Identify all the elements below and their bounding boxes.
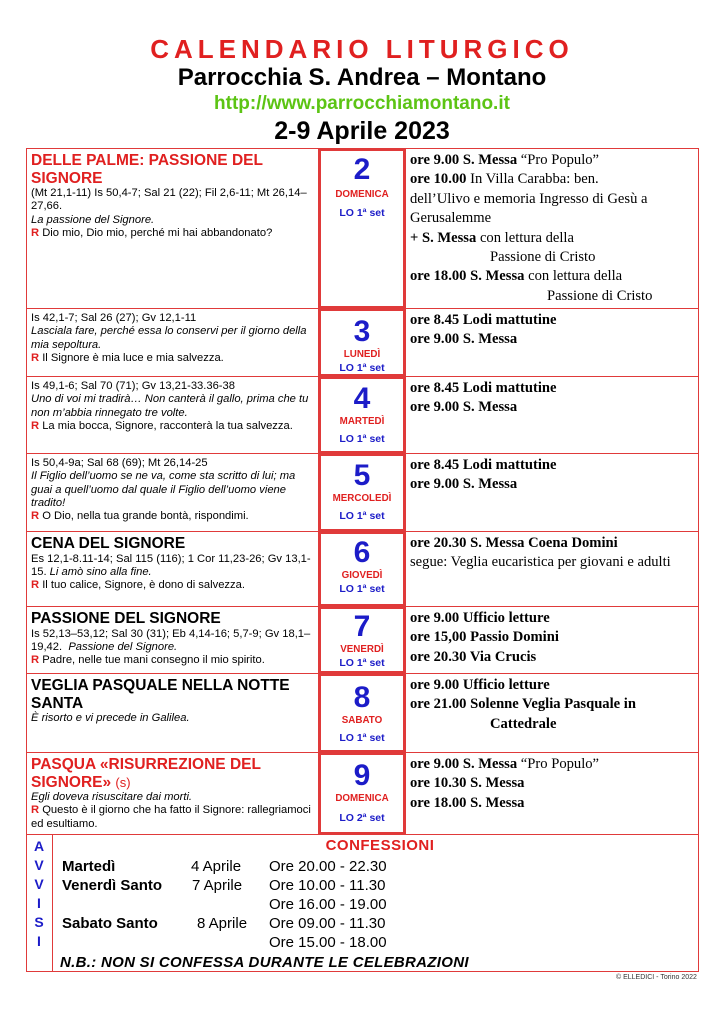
day-box xyxy=(319,149,405,308)
event-text: con lettura della xyxy=(524,268,623,285)
day-name: SABATO xyxy=(341,715,383,726)
day-box xyxy=(319,607,405,673)
psalm-response xyxy=(31,579,314,592)
day-title: PASSIONE DEL SIGNORE xyxy=(31,610,221,627)
response-mark: R xyxy=(31,226,40,239)
gospel-quote: Li amò sino alla fine. xyxy=(49,565,152,578)
event-line: ore 21.00 Solenne Veglia Pasquale in xyxy=(410,696,636,713)
liturgy-week: LO 1ª set xyxy=(339,362,385,374)
event-line: ore 20.30 Via Crucis xyxy=(410,648,537,665)
event-text: Passione di Cristo xyxy=(547,287,653,304)
calendar-title: CALENDARIO LITURGICO xyxy=(150,34,574,64)
event-line xyxy=(410,170,694,189)
day-title-text: PASQUA «RISURREZIONE DEL SIGNORE» xyxy=(31,756,261,791)
day-box xyxy=(319,532,405,606)
readings: Is 49,1-6; Sal 70 (71); Gv 13,21-33.36-38 xyxy=(31,380,235,392)
event-text: “Pro Populo” xyxy=(517,756,600,772)
readings-cell xyxy=(27,753,319,834)
day-row-7 xyxy=(27,607,698,674)
confession-time: Ore 09.00 - 11.30 xyxy=(269,915,386,932)
day-title: DELLE PALME: PASSIONE DEL SIGNORE xyxy=(31,152,263,187)
liturgy-week: LO 1ª set xyxy=(339,657,385,669)
readings: Is 50,4-9a; Sal 68 (69); Mt 26,14-25 xyxy=(31,457,208,469)
readings-cell xyxy=(27,532,319,606)
day-box xyxy=(319,377,405,453)
day-number: 9 xyxy=(353,759,371,792)
event-line xyxy=(410,190,694,229)
day-number: 3 xyxy=(353,315,371,348)
event-line: ore 8.45 Lodi mattutine xyxy=(410,457,557,473)
readings-cell xyxy=(27,454,319,531)
avvisi-label xyxy=(27,835,53,971)
response-mark: R xyxy=(31,654,40,667)
response-mark: R xyxy=(31,419,40,432)
psalm-response xyxy=(31,654,314,667)
readings: Is 42,1-7; Sal 26 (27); Gv 12,1-11 xyxy=(31,312,197,324)
event-line xyxy=(410,151,694,170)
schedule-cell xyxy=(405,377,698,453)
event-text: “Pro Populo” xyxy=(517,152,600,168)
gospel-quote: Uno di voi mi tradirà… Non canterà il gallo, prima che tu non m’abbia rinnegato tre volte. xyxy=(31,393,309,419)
event-line: Cattedrale xyxy=(490,715,557,732)
response-text: Il tuo calice, Signore, è dono di salvezza. xyxy=(42,579,245,592)
confession-time: Ore 16.00 - 19.00 xyxy=(269,896,387,913)
readings-cell xyxy=(27,674,319,752)
avvisi-letter: I xyxy=(37,933,41,949)
event-time: ore 9.00 S. Messa xyxy=(410,756,518,772)
event-line: ore 20.30 S. Messa Coena Domini xyxy=(410,535,618,551)
response-text: Questo è il giorno che ha fatto il Signore: rallegriamoci ed esultiamo. xyxy=(31,804,311,830)
event-line xyxy=(410,755,694,774)
event-line xyxy=(410,248,694,267)
schedule-cell xyxy=(405,607,698,673)
confession-day: Venerdì Santo xyxy=(62,877,163,894)
schedule-cell xyxy=(405,149,698,308)
confession-date: 8 Aprile xyxy=(197,915,248,932)
gospel-quote: Lasciala fare, perché essa lo conservi per il giorno della mia sepoltura. xyxy=(31,325,307,351)
psalm-response xyxy=(31,420,314,433)
response-text: La mia bocca, Signore, racconterà la tua salvezza. xyxy=(42,419,293,432)
avvisi-letter: S xyxy=(34,914,44,930)
confession-note: N.B.: NON SI CONFESSA DURANTE LE CELEBRAZIONI xyxy=(60,954,469,971)
confession-day: Sabato Santo xyxy=(62,915,158,932)
readings-cell xyxy=(27,149,319,308)
avvisi-letter: I xyxy=(37,895,41,911)
response-text: Padre, nelle tue mani consegno il mio spirito. xyxy=(42,654,265,667)
confession-time: Ore 20.00 - 22.30 xyxy=(269,858,387,875)
event-time: ore 9.00 S. Messa xyxy=(410,152,518,168)
readings-text: Is 52,13–53,12; Sal 30 (31); Eb 4,14-16; 5,7-9; Gv 18,1–19,42. xyxy=(31,627,311,653)
confession-day: Martedì xyxy=(62,858,116,875)
response-mark: R xyxy=(31,804,40,817)
response-mark: R xyxy=(31,579,40,592)
event-line: ore 18.00 S. Messa xyxy=(410,794,525,811)
calendar-table xyxy=(26,148,699,972)
gospel-quote: Passione del Signore. xyxy=(68,640,178,653)
liturgy-week: LO 2ª set xyxy=(339,812,385,824)
schedule-cell xyxy=(405,674,698,752)
day-row-5 xyxy=(27,454,698,532)
confession-date: 4 Aprile xyxy=(191,858,242,875)
event-line: ore 8.45 Lodi mattutine xyxy=(410,380,557,396)
day-name: VENERDÌ xyxy=(340,644,384,655)
response-text: Dio mio, Dio mio, perché mi hai abbandonato? xyxy=(42,226,273,239)
event-line: ore 10.30 S. Messa xyxy=(410,775,525,792)
event-line: ore 8.45 Lodi mattutine xyxy=(410,312,557,328)
response-text: Il Signore è mia luce e mia salvezza. xyxy=(42,351,224,364)
readings-text: Es 12,1-8.11-14; Sal 115 (116); 1 Cor 11,23-26; Gv 13,1-15. xyxy=(31,552,311,578)
day-title: VEGLIA PASQUALE NELLA NOTTE SANTA xyxy=(31,677,290,712)
psalm-response xyxy=(31,804,314,831)
day-row-4 xyxy=(27,377,698,454)
gospel-quote: La passione del Signore. xyxy=(31,213,155,226)
gospel-quote: Egli doveva risuscitare dai morti. xyxy=(31,791,193,803)
response-text: O Dio, nella tua grande bontà, rispondimi. xyxy=(42,510,249,523)
day-name: DOMENICA xyxy=(335,189,389,200)
confession-date: 7 Aprile xyxy=(192,877,243,894)
day-box xyxy=(319,674,405,752)
event-text: Passione di Cristo xyxy=(490,249,596,266)
event-line: ore 9.00 S. Messa xyxy=(410,399,518,416)
readings: (Mt 21,1-11) Is 50,4-7; Sal 21 (22); Fil 2,6-11; Mt 26,14–27,66. xyxy=(31,187,307,213)
day-name: MERCOLEDÌ xyxy=(332,493,392,504)
day-row-6 xyxy=(27,532,698,607)
event-line: ore 9.00 Ufficio letture xyxy=(410,610,550,626)
liturgy-week: LO 1ª set xyxy=(339,583,385,595)
liturgy-week: LO 1ª set xyxy=(339,433,385,445)
day-title xyxy=(31,756,314,791)
avvisi-letter: V xyxy=(34,876,44,892)
day-name: MARTEDÌ xyxy=(339,416,385,427)
schedule-cell xyxy=(405,753,698,834)
schedule-cell xyxy=(405,309,698,376)
readings-cell xyxy=(27,309,319,376)
day-box xyxy=(319,309,405,376)
day-row-9 xyxy=(27,753,698,835)
psalm-response xyxy=(31,227,314,240)
day-number: 7 xyxy=(353,610,371,643)
day-number: 8 xyxy=(353,681,371,714)
event-text: In Villa Carabba: ben. xyxy=(466,171,599,188)
gospel-quote: Il Figlio dell’uomo se ne va, come sta scritto di lui; ma guai a quell’uomo dal quale il Figlio dell’uomo viene tradito! xyxy=(31,470,296,509)
day-title: CENA DEL SIGNORE xyxy=(31,535,186,552)
readings xyxy=(31,553,314,580)
day-name: LUNEDÌ xyxy=(343,349,381,360)
parish-name: Parrocchia S. Andrea – Montano xyxy=(177,64,547,91)
avvisi-letter: V xyxy=(34,857,44,873)
day-number: 4 xyxy=(353,382,371,415)
day-name: DOMENICA xyxy=(335,793,389,804)
liturgy-week: LO 1ª set xyxy=(339,732,385,744)
avvisi-section xyxy=(27,835,698,971)
response-mark: R xyxy=(31,510,40,523)
day-number: 6 xyxy=(353,536,371,569)
day-row-3 xyxy=(27,309,698,377)
copyright-footer: © ELLEDICI - Torino 2022 xyxy=(616,974,697,981)
day-box xyxy=(319,454,405,531)
event-line: ore 9.00 S. Messa xyxy=(410,476,518,493)
response-mark: R xyxy=(31,351,40,364)
schedule-cell xyxy=(405,454,698,531)
event-line: ore 9.00 S. Messa xyxy=(410,331,518,348)
event-time: + S. Messa xyxy=(410,229,477,246)
readings xyxy=(31,628,314,655)
gospel-quote: È risorto e vi precede in Galilea. xyxy=(31,712,190,724)
day-number: 5 xyxy=(353,459,371,492)
psalm-response xyxy=(31,352,314,365)
day-number: 2 xyxy=(353,153,371,186)
confession-time: Ore 15.00 - 18.00 xyxy=(269,934,387,951)
event-line xyxy=(410,229,694,248)
event-time: ore 18.00 S. Messa xyxy=(410,268,525,285)
event-line xyxy=(410,287,694,306)
parish-url[interactable]: http://www.parrocchiamontano.it xyxy=(214,93,510,114)
liturgy-week: LO 1ª set xyxy=(339,510,385,522)
event-line: ore 15,00 Passio Domini xyxy=(410,629,559,646)
liturgy-week: LO 1ª set xyxy=(339,207,385,219)
event-line: segue: Veglia eucaristica per giovani e adulti xyxy=(410,554,671,571)
event-line xyxy=(410,267,694,286)
event-text: con lettura della xyxy=(476,229,574,246)
day-row-2 xyxy=(27,149,698,309)
schedule-cell xyxy=(405,532,698,606)
psalm-response xyxy=(31,510,314,523)
avvisi-letter: A xyxy=(33,838,45,854)
day-row-8 xyxy=(27,674,698,753)
event-line: ore 9.00 Ufficio letture xyxy=(410,677,550,693)
readings-cell xyxy=(27,377,319,453)
solemnity-mark: (s) xyxy=(115,774,131,790)
day-box xyxy=(319,753,405,834)
confessions-title: CONFESSIONI xyxy=(325,837,435,854)
confession-time: Ore 10.00 - 11.30 xyxy=(269,877,386,894)
day-name: GIOVEDÌ xyxy=(341,570,383,581)
event-time: ore 10.00 xyxy=(410,171,467,188)
readings-cell xyxy=(27,607,319,673)
event-text: dell’Ulivo e memoria Ingresso di Gesù a Gerusalemme xyxy=(410,190,648,227)
date-range: 2-9 Aprile 2023 xyxy=(274,117,450,145)
